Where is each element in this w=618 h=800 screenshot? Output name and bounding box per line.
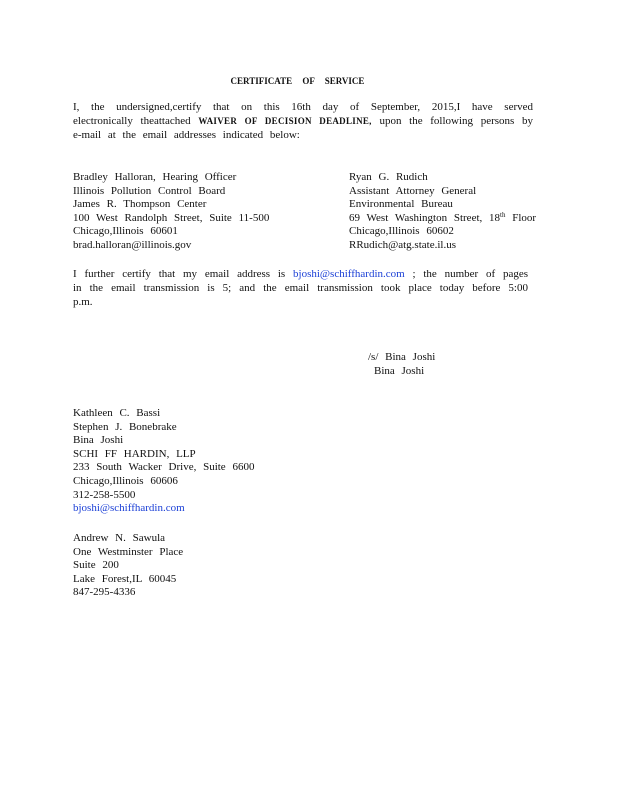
second-counsel-line: Suite 200 xyxy=(73,559,119,572)
counsel-line: Bina Joshi xyxy=(73,434,124,447)
email-link[interactable]: bjoshi@schiffhardin.com xyxy=(293,268,405,280)
counsel-line: Chicago,Illinois 60606 xyxy=(73,474,178,487)
certify-paragraph xyxy=(73,267,528,309)
counsel-line: 312-258-5500 xyxy=(73,488,136,501)
recipient-left-line: Chicago,Illinois 60601 xyxy=(73,225,178,238)
recipient-right-bureau: Environmental Bureau xyxy=(349,198,453,211)
second-counsel-block xyxy=(73,532,183,600)
recipient-right-city: Chicago,Illinois 60602 xyxy=(349,225,454,238)
certify-text-1: I further certify that my email address is xyxy=(73,268,286,280)
second-counsel-line: Lake Forest,IL 60045 xyxy=(73,572,177,585)
counsel-email-link[interactable]: bjoshi@schiffhardin.com xyxy=(73,502,185,515)
recipient-left-line: Bradley Halloran, Hearing Officer xyxy=(73,171,237,183)
recipient-right-email: RRudich@atg.state.il.us xyxy=(349,238,456,251)
recipient-left-line: 100 West Randolph Street, Suite 11-500 xyxy=(73,211,270,224)
recipient-left-line: James R. Thompson Center xyxy=(73,198,207,211)
signature-block xyxy=(368,351,435,378)
recipient-right-title: Assistant Attorney General xyxy=(349,184,477,197)
counsel-line: SCHI FF HARDIN, LLP xyxy=(73,447,196,460)
certify-text-2: ; the number of pages in the email transmission is 5; and the email transmission took place today before 5:00 p.m. xyxy=(73,268,529,308)
second-counsel-line: 847-295-4336 xyxy=(73,586,136,599)
second-counsel-line: One Westminster Place xyxy=(73,545,184,558)
recipient-left-email: brad.halloran@illinois.gov xyxy=(73,238,192,251)
recipient-left-line: Illinois Pollution Control Board xyxy=(73,184,226,197)
document-name: WAIVER OF DECISION DEADLINE, xyxy=(198,116,372,126)
document-title: CERTIFICATE OF SERVICE xyxy=(230,76,365,86)
counsel-line: 233 South Wacker Drive, Suite 6600 xyxy=(73,461,255,474)
recipient-right-address: 69 West Washington Street, 18th Floor xyxy=(349,210,537,224)
recipient-left xyxy=(73,171,269,253)
intro-text-2: upon the following persons by e-mail at the email addresses indicated below: xyxy=(73,115,534,141)
counsel-line: Stephen J. Bonebrake xyxy=(73,420,177,433)
electronic-signature: /s/ Bina Joshi xyxy=(368,351,436,363)
intro-text-1: I, the undersigned,certify that on this 16th day of September, 2015,I have served electronically theattached xyxy=(73,101,533,127)
recipient-right-name: Ryan G. Rudich xyxy=(349,171,428,183)
intro-paragraph xyxy=(73,100,533,142)
signer-name: Bina Joshi xyxy=(374,364,425,377)
recipient-right xyxy=(349,171,536,253)
second-counsel-line: Andrew N. Sawula xyxy=(73,532,166,544)
counsel-line: Kathleen C. Bassi xyxy=(73,407,161,419)
counsel-block xyxy=(73,407,254,516)
